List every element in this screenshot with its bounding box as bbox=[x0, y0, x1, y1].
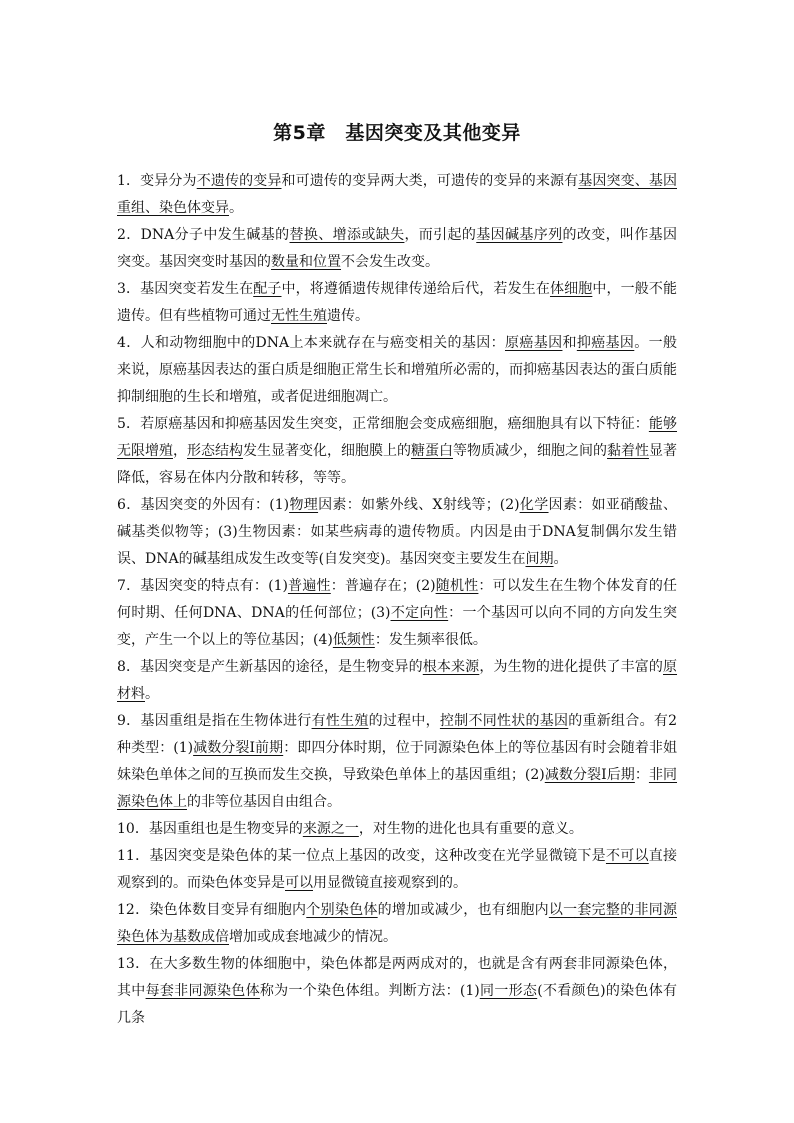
underlined-term: 抑癌基因 bbox=[576, 335, 635, 351]
text-segment: 9．基因重组是指在生物体进行 bbox=[117, 713, 312, 729]
underlined-term: 不可以 bbox=[605, 848, 649, 864]
text-segment: 的过程中， bbox=[368, 713, 440, 729]
text-segment: 的增加或减少，也有细胞内 bbox=[377, 902, 549, 918]
text-segment: ：即四分体时期，位于同源染色体上的等位基因有时会随着非姐妹染色单体之间的互换而发生交换，导致染色单体上的基因重组；(2) bbox=[117, 740, 678, 783]
text-segment: ：普遍存在；(2) bbox=[330, 578, 436, 594]
underlined-term: 黏着性 bbox=[607, 443, 649, 459]
underlined-term: 能够无限增殖 bbox=[117, 416, 678, 459]
content-body bbox=[117, 168, 677, 1032]
text-segment: 等物质减少，细胞之间的 bbox=[453, 443, 607, 459]
underlined-term: 以一套完整的非同源染色体为基数成倍 bbox=[117, 902, 678, 945]
text-segment: 。 bbox=[553, 551, 568, 567]
underlined-term: 基因突变、基因重组、染色体变异 bbox=[117, 173, 677, 216]
paragraph-1 bbox=[117, 168, 677, 222]
text-segment: ：一个基因可以向不同的方向发生突变，产生一个以上的等位基因；(4) bbox=[117, 605, 678, 648]
text-segment: ，而引起的 bbox=[404, 227, 477, 243]
text-segment: 的重新组合。有2种类型：(1) bbox=[117, 713, 677, 756]
underlined-term: 糖蛋白 bbox=[411, 443, 453, 459]
text-segment: 因素：如紫外线、X射线等；(2) bbox=[318, 497, 520, 513]
underlined-term: 减数分裂Ⅰ前期 bbox=[193, 740, 284, 756]
text-segment: 发生显著变化，细胞膜上的 bbox=[243, 443, 411, 459]
text-segment: 显著降低，容易在体内分散和转移，等等。 bbox=[117, 443, 677, 486]
underlined-term: 控制不同性状的基因 bbox=[439, 713, 569, 729]
paragraph-13 bbox=[117, 951, 677, 1032]
text-segment: 不会发生改变。 bbox=[341, 254, 439, 270]
underlined-term: 可以 bbox=[285, 875, 313, 891]
paragraph-4 bbox=[117, 330, 677, 411]
text-segment: 10．基因重组也是生物变异的 bbox=[117, 821, 303, 837]
underlined-term: 每套非同源染色体 bbox=[145, 983, 260, 999]
text-segment: 2．DNA分子中发生碱基的 bbox=[117, 227, 290, 243]
underlined-term: 个别染色体 bbox=[306, 902, 378, 918]
paragraph-11 bbox=[117, 843, 677, 897]
underlined-term: 不遗传的变异 bbox=[196, 173, 282, 189]
underlined-term: 不定向性 bbox=[390, 605, 449, 621]
text-segment: 中，将遵循遗传规律传递给后代，若发生在 bbox=[281, 281, 550, 297]
underlined-term: 原癌基因 bbox=[504, 335, 563, 351]
underlined-term: 有性生殖 bbox=[311, 713, 369, 729]
text-segment: ： bbox=[634, 767, 649, 783]
text-segment: 6．基因突变的外因有：(1) bbox=[117, 497, 290, 513]
underlined-term: 配子 bbox=[253, 281, 282, 297]
text-segment: 因素：如亚硝酸盐、碱基类似物等；(3)生物因素：如某些病毒的遗传物质。内因是由于DNA复制偶尔发生错误、DNA的碱基组成发生改变等(自发突变)。基因突变主要发生在 bbox=[117, 497, 678, 567]
text-segment: 5．若原癌基因和抑癌基因发生突变，正常细胞会变成癌细胞，癌细胞具有以下特征： bbox=[117, 416, 649, 432]
underlined-term: 非同源染色体上 bbox=[117, 767, 678, 810]
text-segment: 3．基因突变若发生在 bbox=[117, 281, 254, 297]
paragraph-9 bbox=[117, 708, 677, 816]
text-segment: 增加或成套地减少的情况。 bbox=[229, 929, 397, 945]
text-segment: 12．染色体数目变异有细胞内 bbox=[117, 902, 307, 918]
paragraph-6 bbox=[117, 492, 677, 573]
text-segment: 和 bbox=[562, 335, 577, 351]
paragraph-7 bbox=[117, 573, 677, 654]
underlined-term: 基因碱基序列 bbox=[476, 227, 563, 243]
text-segment: 1．变异分为 bbox=[117, 173, 197, 189]
text-segment: 11．基因突变是染色体的某一位点上基因的改变，这种改变在光学显微镜下是 bbox=[117, 848, 606, 864]
underlined-term: 来源之一 bbox=[302, 821, 359, 837]
paragraph-10 bbox=[117, 816, 677, 843]
text-segment: 4．人和动物细胞中的DNA上本来就存在与癌变相关的基因： bbox=[117, 335, 505, 351]
chapter-title: 第5章 基因突变及其他变异 bbox=[273, 122, 521, 144]
text-segment: ：可以发生在生物个体发育的任何时期、任何DNA、DNA的任何部位；(3) bbox=[117, 578, 678, 621]
paragraph-3 bbox=[117, 276, 677, 330]
paragraph-12 bbox=[117, 897, 677, 951]
text-segment: 。 bbox=[145, 686, 159, 702]
underlined-term: 减数分裂Ⅰ后期 bbox=[544, 767, 635, 783]
text-segment: (不看颜色)的染色体有几条 bbox=[117, 983, 678, 1026]
underlined-term: 同一形态 bbox=[479, 983, 538, 999]
underlined-term: 无性生殖 bbox=[271, 308, 327, 324]
text-segment: 和可遗传的变异两大类，可遗传的变异的来源有 bbox=[281, 173, 579, 189]
paragraph-8 bbox=[117, 654, 677, 708]
underlined-term: 数量和位置 bbox=[271, 254, 341, 270]
underlined-term: 化学 bbox=[519, 497, 549, 513]
underlined-term: 原材料 bbox=[117, 659, 678, 702]
text-segment: 13．在大多数生物的体细胞中，染色体都是两两成对的，也就是含有两套非同源染色体，其中 bbox=[117, 956, 677, 999]
text-segment: 中，一般不能遗传。但有些植物可通过 bbox=[117, 281, 678, 324]
underlined-term: 形态结构 bbox=[187, 443, 243, 459]
text-segment: 。一般来说，原癌基因表达的蛋白质是细胞正常生长和增殖所必需的，而抑癌基因表达的蛋白质能抑制细胞的生长和增殖，或者促进细胞凋亡。 bbox=[117, 335, 678, 405]
text-segment: ：发生频率很低。 bbox=[374, 632, 487, 648]
text-segment: 直接观察到的。而染色体变异是 bbox=[117, 848, 678, 891]
paragraph-5 bbox=[117, 411, 677, 492]
underlined-term: 普遍性 bbox=[287, 578, 331, 594]
text-segment: 用显微镜直接观察到的。 bbox=[313, 875, 467, 891]
text-segment: ，为生物的进化提供了丰富的 bbox=[479, 659, 664, 675]
underlined-term: 随机性 bbox=[435, 578, 479, 594]
paragraph-2 bbox=[117, 222, 677, 276]
text-segment: ，对生物的进化也具有重要的意义。 bbox=[358, 821, 583, 837]
text-segment: 遗传。 bbox=[327, 308, 369, 324]
underlined-term: 物理 bbox=[289, 497, 319, 513]
text-segment: 的非等位基因自由组合。 bbox=[187, 794, 341, 810]
underlined-term: 低频性 bbox=[332, 632, 375, 648]
text-segment: 称为一个染色体组。判断方法：(1) bbox=[259, 983, 480, 999]
underlined-term: 替换、增添或缺失 bbox=[289, 227, 405, 243]
underlined-term: 体细胞 bbox=[549, 281, 593, 297]
text-segment: ， bbox=[173, 443, 187, 459]
text-segment: 8．基因突变是产生新基因的途径，是生物变异的 bbox=[117, 659, 423, 675]
underlined-term: 间期 bbox=[525, 551, 554, 567]
text-segment: 。 bbox=[229, 200, 243, 216]
text-segment: 的改变，叫作基因突变。基因突变时基因的 bbox=[117, 227, 678, 270]
text-segment: 7．基因突变的特点有：(1) bbox=[117, 578, 288, 594]
underlined-term: 根本来源 bbox=[422, 659, 480, 675]
